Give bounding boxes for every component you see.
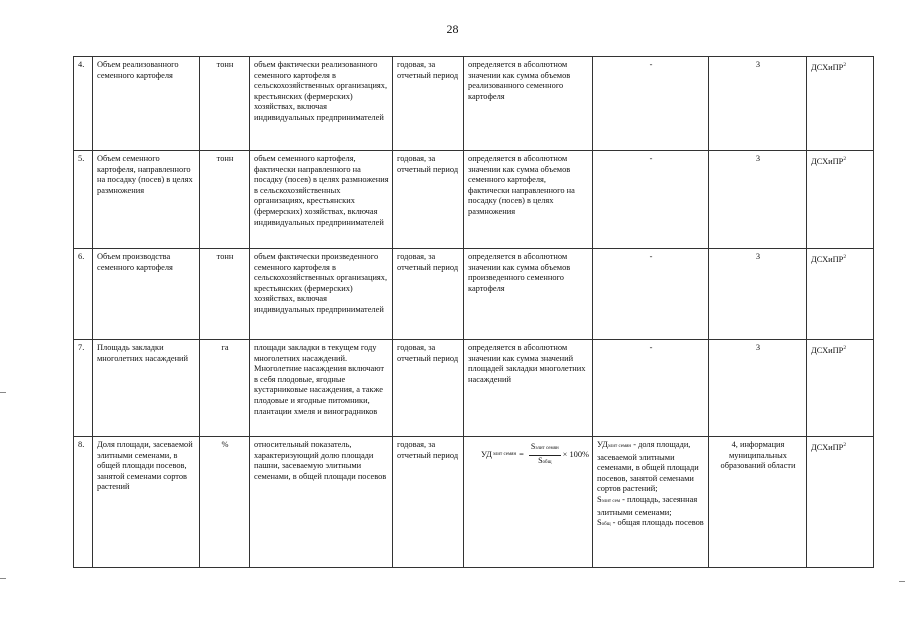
unit: га <box>200 340 250 437</box>
responsible-footnote: 2 <box>843 156 847 162</box>
row-number: 7. <box>74 340 93 437</box>
formula-lhs-sub: элит семян <box>492 451 517 457</box>
parameters: - <box>593 151 709 249</box>
left-margin-mark-lower <box>0 578 6 579</box>
responsible-label: ДСХиПР <box>811 345 844 355</box>
param-symbol-sub: элит семян <box>607 444 632 449</box>
responsible-footnote: 2 <box>843 442 847 448</box>
indicators-table <box>73 56 874 568</box>
responsible <box>807 437 874 568</box>
param-text: - площадь, засеянная элитными семенами; <box>597 494 698 517</box>
formula-numerator-symbol: S <box>530 442 536 451</box>
page-number: 28 <box>446 22 459 36</box>
responsible <box>807 340 874 437</box>
indicator-name: Объем семенного картофеля, направленного на посадку (посев) в целях размножения <box>93 151 200 249</box>
definition: объем семенного картофеля, фактически направленного на посадку (посев) в целях размножения в сельскохозяйственных организациях, крестьянских (фермерских) хозяйствах, включая индивидуальных предпринимателей <box>250 151 393 249</box>
param-line <box>597 495 705 518</box>
unit: тонн <box>200 249 250 340</box>
formula-denominator-symbol: S <box>538 455 543 465</box>
param-symbol: УД <box>597 440 608 449</box>
row-number: 8. <box>74 437 93 568</box>
responsible-label: ДСХиПР <box>811 62 844 72</box>
right-margin-mark <box>899 581 905 582</box>
formula-lhs: УД <box>481 449 492 459</box>
indicator-name: Объем реализованного семенного картофеля <box>93 57 200 151</box>
data-source: 3 <box>709 57 807 151</box>
responsible-label: ДСХиПР <box>811 156 844 166</box>
indicator-name: Объем производства семенного картофеля <box>93 249 200 340</box>
indicator-name: Доля площади, засеваемой элитными семенами, в общей площади посевов, занятой семенами сортов растений <box>93 437 200 568</box>
calc-method: определяется в абсолютном значении как сумма объемов семенного картофеля, фактически направленного на посадку (посев) в целях размножения <box>464 151 593 249</box>
definition: относительный показатель, характеризующий долю площади пашни, засеваемую элитными семенами, в общей площади посевов <box>250 437 393 568</box>
responsible-footnote: 2 <box>843 254 847 260</box>
param-symbol-sub: общ <box>601 522 611 528</box>
responsible-footnote: 2 <box>843 345 847 351</box>
parameters <box>593 437 709 568</box>
row-number: 5. <box>74 151 93 249</box>
param-text: - общая площадь посевов <box>610 518 704 528</box>
calc-method <box>464 437 593 568</box>
definition: площади закладки в текущем году многолетних насаждений. Многолетние насаждения включают в себя плодовые, ягодные кустарниковые насаждения, а также плодовые и ягодные питомники, плантации хмеля и виноградников <box>250 340 393 437</box>
param-symbol-sub: элит сем <box>601 498 620 504</box>
unit: % <box>200 437 250 568</box>
param-line <box>597 440 705 495</box>
periodicity: годовая, за отчетный период <box>393 57 464 151</box>
indicator-name: Площадь закладки многолетних насаждений <box>93 340 200 437</box>
formula-fraction <box>529 442 561 468</box>
periodicity: годовая, за отчетный период <box>393 151 464 249</box>
data-source: 4, информация муниципальных образований области <box>709 437 807 568</box>
row-number: 4. <box>74 57 93 151</box>
param-symbol: S <box>597 494 602 504</box>
formula-numerator-sub: элит семян <box>535 446 559 451</box>
row-number: 6. <box>74 249 93 340</box>
calc-method: определяется в абсолютном значении как сумма объемов реализованного семенного картофеля <box>464 57 593 151</box>
formula-tail: × 100% <box>562 449 589 459</box>
formula-denominator <box>536 456 553 469</box>
share-formula <box>468 442 589 468</box>
formula-numerator <box>529 442 561 456</box>
data-source: 3 <box>709 340 807 437</box>
responsible <box>807 249 874 340</box>
parameters: - <box>593 57 709 151</box>
table-row <box>74 57 874 151</box>
param-text: - доля площади, засеваемой элитными семенами, в общей площади посевов, занятой семенами сортов растений; <box>597 440 699 494</box>
calc-method: определяется в абсолютном значении как сумма объемов произведенного семенного картофеля <box>464 249 593 340</box>
left-margin-mark <box>0 392 6 393</box>
responsible <box>807 151 874 249</box>
unit: тонн <box>200 151 250 249</box>
parameters: - <box>593 340 709 437</box>
periodicity: годовая, за отчетный период <box>393 249 464 340</box>
definition: объем фактически реализованного семенного картофеля в сельскохозяйственных организациях, крестьянских (фермерских) хозяйствах, включая индивидуальных предпринимателей <box>250 57 393 151</box>
parameters: - <box>593 249 709 340</box>
param-line <box>597 518 705 531</box>
table-row <box>74 340 874 437</box>
calc-method: определяется в абсолютном значении как сумма значений площадей закладки многолетних насаждений <box>464 340 593 437</box>
responsible <box>807 57 874 151</box>
formula-eq: = <box>519 449 524 459</box>
table-row <box>74 151 874 249</box>
param-symbol: S <box>597 518 602 528</box>
responsible-footnote: 2 <box>843 62 847 68</box>
periodicity: годовая, за отчетный период <box>393 437 464 568</box>
periodicity: годовая, за отчетный период <box>393 340 464 437</box>
definition: объем фактически произведенного семенного картофеля в сельскохозяйственных организациях, крестьянских (фермерских) хозяйствах, включая индивидуальных предпринимателей <box>250 249 393 340</box>
data-source: 3 <box>709 151 807 249</box>
responsible-label: ДСХиПР <box>811 254 844 264</box>
formula-denominator-sub: общ <box>542 459 552 465</box>
data-source: 3 <box>709 249 807 340</box>
responsible-label: ДСХиПР <box>811 442 844 452</box>
table-row <box>74 437 874 568</box>
unit: тонн <box>200 57 250 151</box>
table-row <box>74 249 874 340</box>
